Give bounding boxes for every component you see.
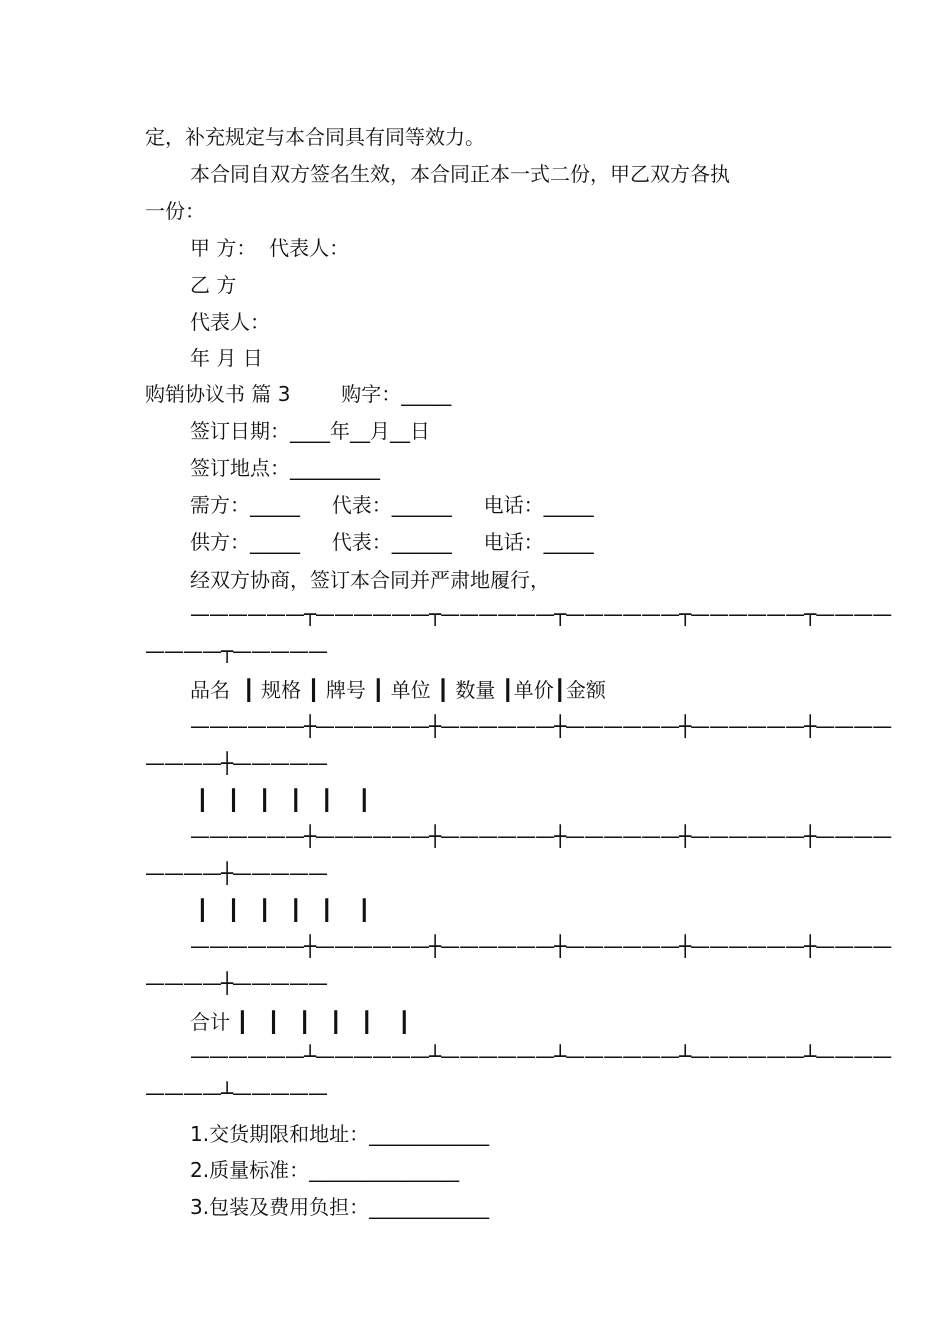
table-rule: ——————┼——————┼——————┼——————┼——————┼———— — [190, 934, 892, 958]
table-rule-tail: ————┼————— — [145, 971, 328, 995]
signing-place-line: 签订地点：_________ — [190, 456, 380, 480]
table-rule: ——————┼——————┼——————┼——————┼——————┼———— — [190, 824, 892, 848]
text-line: 本合同自双方签名生效，本合同正本一式二份，甲乙双方各执 — [190, 162, 730, 186]
clause-item: 3.包装及费用负担：____________ — [190, 1195, 490, 1219]
clause-item: 2.质量标准：_______________ — [190, 1158, 460, 1182]
supplier-line: 供方：_____ 代表：______ 电话：_____ — [190, 530, 594, 554]
table-rule-bottom: ——————┴——————┴——————┴——————┴——————┴———— — [190, 1044, 892, 1068]
table-total-row: 合计 ┃ ┃ ┃ ┃ ┃ ┃ — [190, 1010, 411, 1034]
text-line: 定，补充规定与本合同具有同等效力。 — [145, 125, 485, 149]
table-row: ┃ ┃ ┃ ┃ ┃ ┃ — [190, 898, 371, 922]
table-rule-tail: ————┼————— — [145, 751, 328, 775]
party-b-line: 乙 方 — [190, 273, 237, 297]
table-row: ┃ ┃ ┃ ┃ ┃ ┃ — [190, 788, 371, 812]
section-title: 购销协议书 篇 3 购字：_____ — [145, 382, 452, 406]
signing-date-line: 签订日期：____年__月__日 — [190, 419, 430, 443]
table-rule-top-tail: ————┬————— — [145, 639, 328, 663]
representative-line: 代表人： — [190, 310, 270, 334]
table-rule-tail: ————┼————— — [145, 861, 328, 885]
party-a-line: 甲 方： 代表人： — [190, 236, 350, 260]
table-rule: ——————┼——————┼——————┼——————┼——————┼———— — [190, 714, 892, 738]
buyer-line: 需方：_____ 代表：______ 电话：_____ — [190, 493, 594, 517]
table-rule-bottom-tail: ————┴————— — [145, 1081, 328, 1105]
table-header-row: 品名 ┃ 规格 ┃ 牌号 ┃ 单位 ┃ 数量 ┃单价┃金额 — [190, 678, 606, 702]
table-rule-top: ——————┬——————┬——————┬——————┬——————┬———— — [190, 602, 892, 626]
clause-item: 1.交货期限和地址：____________ — [190, 1122, 490, 1146]
text-line: 经双方协商，签订本合同并严肃地履行， — [190, 568, 550, 592]
date-line: 年 月 日 — [190, 346, 263, 370]
text-line: 一份： — [145, 199, 205, 223]
